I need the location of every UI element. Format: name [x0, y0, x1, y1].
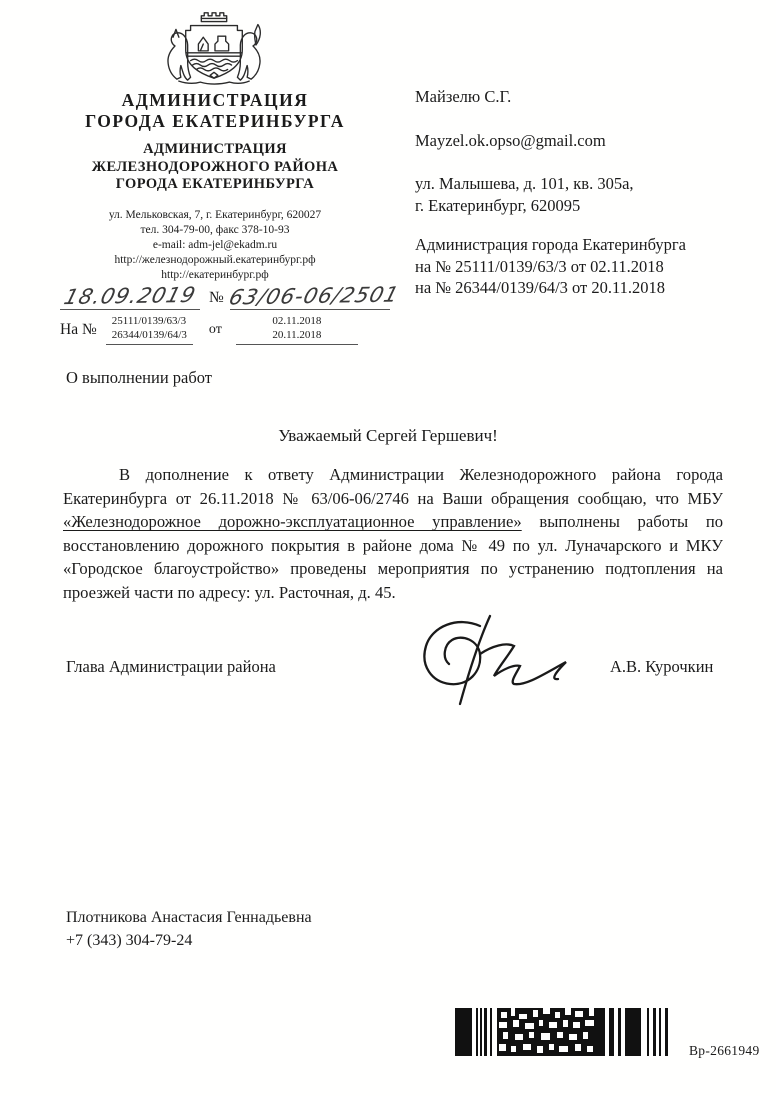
executor-phone: +7 (343) 304-79-24	[66, 931, 193, 949]
executor-contact	[66, 907, 312, 952]
letter-body	[63, 463, 723, 605]
recipient-name: Майзелю С.Г.	[415, 87, 512, 106]
org-name-line2: ГОРОДА ЕКАТЕРИНБУРГА	[85, 111, 345, 131]
org-website-city: http://екатеринбург.рф	[161, 268, 269, 281]
letterhead	[38, 90, 392, 283]
registration-barcode	[455, 1008, 683, 1057]
incoming-number-2: 26344/0139/64/3	[111, 328, 187, 341]
on-number-label: На №	[60, 321, 97, 338]
sub-org-line3: ГОРОДА ЕКАТЕРИНБУРГА	[115, 176, 315, 192]
outgoing-date-field	[60, 284, 200, 310]
copy-reference-2: на № 26344/0139/64/3 от 20.11.2018	[415, 278, 666, 297]
body-part1: В дополнение к ответу Администрации Железнодорожного района города Екатеринбурга от 26.11.2018 № 63/06-06/2746 на Ваши обращения сообщаю, что МБУ	[63, 465, 723, 508]
signer-name: А.В. Курочкин	[610, 657, 714, 676]
executor-name: Плотникова Анастасия Геннадьевна	[66, 909, 312, 926]
incoming-date-1: 02.11.2018	[272, 315, 322, 327]
incoming-date-2: 20.11.2018	[272, 328, 322, 341]
barcode-label: Вр-2661949	[689, 1043, 760, 1058]
incoming-number-1: 25111/0139/63/3	[111, 315, 187, 327]
handwritten-signature	[398, 612, 598, 712]
salutation: Уважаемый Сергей Гершевич!	[278, 426, 498, 445]
recipient-address-line2: г. Екатеринбург, 620095	[415, 195, 581, 215]
handwritten-number: 63/06-06/2501	[226, 282, 402, 310]
reference-block	[60, 282, 402, 345]
recipient-block	[415, 86, 765, 299]
org-website-district: http://железнодорожный.екатеринбург.рф	[114, 253, 316, 266]
from-label: от	[208, 322, 222, 337]
copy-reference-1: на № 25111/0139/63/3 от 02.11.2018	[415, 256, 664, 276]
copy-recipient-org: Администрация города Екатеринбурга	[415, 235, 686, 254]
recipient-address-line1: ул. Малышева, д. 101, кв. 305а,	[415, 174, 634, 193]
org-postal-address: ул. Мельковская, 7, г. Екатеринбург, 620027	[108, 208, 322, 221]
signer-position: Глава Администрации района	[66, 657, 276, 676]
org-phone-fax: тел. 304-79-00, факс 378-10-93	[140, 223, 290, 236]
incoming-dates	[236, 315, 358, 345]
body-underlined-phrase: «Железнодорожное дорожно-эксплуатационное управление»	[63, 512, 522, 532]
subject-line: О выполнении работ	[66, 368, 212, 387]
outgoing-number-field	[226, 282, 402, 310]
number-sign-label: №	[209, 289, 224, 306]
recipient-email: Mayzel.ok.opso@gmail.com	[415, 130, 606, 150]
org-email: e-mail: adm-jel@ekadm.ru	[152, 238, 278, 251]
sub-org-line1: АДМИНИСТРАЦИЯ	[143, 141, 287, 157]
body-part2: выполнены работы по восстановлению дорожного покрытия в районе дома № 49 по ул. Луначарского и МКУ «Городское благоустройство» проведены мероприятия по устранению подтопления на проезжей части по адресу: ул. Расточная, д. 45.	[63, 512, 723, 602]
handwritten-date: 18.09.2019	[61, 282, 199, 310]
incoming-numbers	[106, 315, 193, 345]
org-name-line1: АДМИНИСТРАЦИЯ	[121, 90, 309, 110]
coat-of-arms-icon	[150, 6, 278, 86]
sub-org-line2: ЖЕЛЕЗНОДОРОЖНОГО РАЙОНА	[91, 158, 339, 175]
